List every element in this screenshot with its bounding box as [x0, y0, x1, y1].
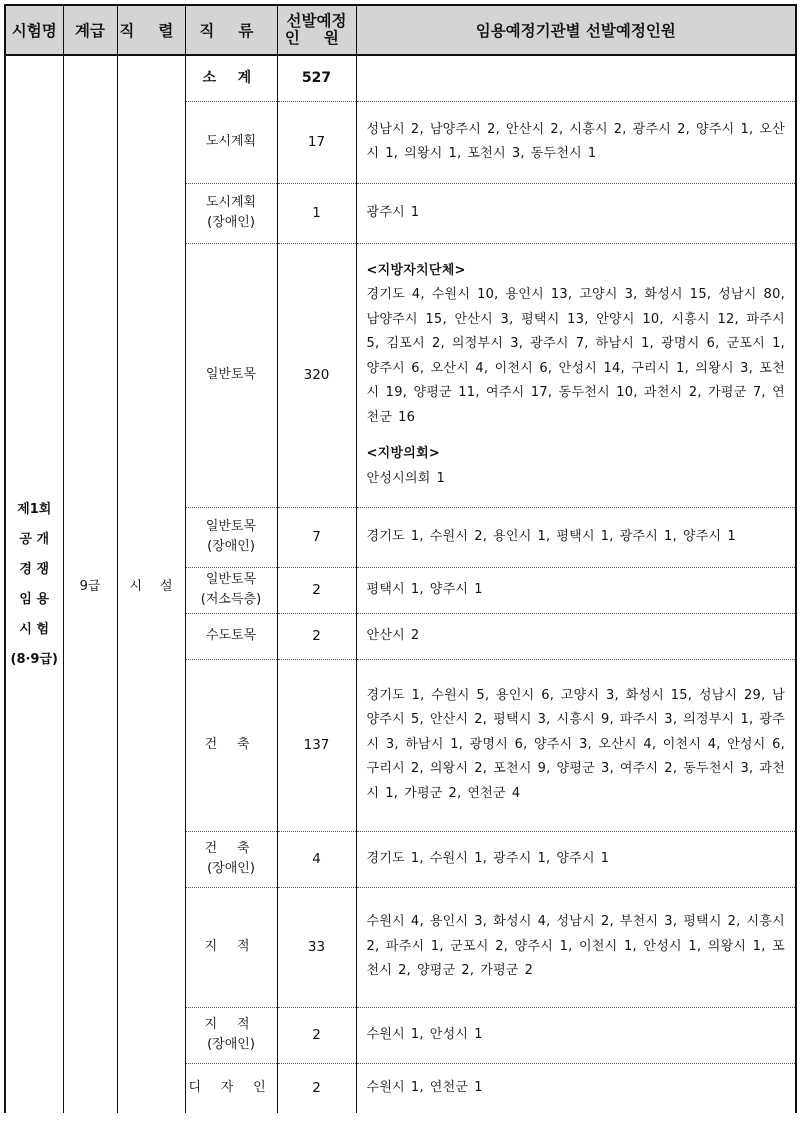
header-row	[5, 5, 796, 55]
institutions-text: 수원시 4, 용인시 3, 화성시 4, 성남시 2, 부천시 3, 평택시 2, 시흥시 2, 파주시 1, 군포시 2, 양주시 1, 이천시 1, 안성시 1, 의왕시 1, 포천시 2, 양평군 2, 가평군 2	[366, 914, 785, 979]
recruitment-table	[4, 4, 797, 1113]
planned-count-cell: 7	[277, 507, 356, 567]
institutions-text: 평택시 1, 양주시 1	[366, 581, 483, 597]
job-type-name: 일반토목	[205, 519, 257, 534]
planned-count-cell: 2	[277, 567, 356, 613]
series-char-2: 설	[159, 579, 173, 594]
institutions-cell	[356, 567, 796, 613]
job-type-cell	[185, 659, 277, 831]
job-type-note: (저소득층)	[200, 592, 262, 607]
job-type-name: 지 적	[204, 939, 258, 954]
institutions-text: 경기도 1, 수원시 5, 용인시 6, 고양시 3, 화성시 15, 성남시 29, 남양주시 5, 안산시 2, 평택시 3, 시흥시 9, 파주시 3, 의정부시 1, 광주시 3, 하남시 1, 광명시 6, 양주시 3, 오산시 4, 이천시 4, 안성시 6, 구리시 2, 의왕시 2, 포천시 9, 양평군 3, 여주시 2, 동두천시 3, 과천시 1, 가평군 2, 연천군 4	[366, 687, 785, 801]
planned-count-cell: 2	[277, 613, 356, 659]
institutions-cell	[356, 613, 796, 659]
section-gap	[367, 430, 786, 442]
job-type-name: 도시계획	[205, 195, 257, 210]
job-type-note: (장애인)	[207, 1037, 255, 1052]
header-institutions: 임용예정기관별 선발예정인원	[356, 5, 796, 55]
planned-count-cell: 2	[277, 1063, 356, 1113]
job-type-cell	[185, 831, 277, 887]
header-series: 직 렬	[117, 5, 185, 55]
job-type-note: (장애인)	[207, 215, 255, 230]
institutions-cell	[356, 831, 796, 887]
institutions-text: 안산시 2	[366, 627, 420, 643]
job-type-name: 디 자 인	[188, 1080, 274, 1096]
institutions-cell	[356, 887, 796, 1007]
job-type-note: (장애인)	[207, 539, 255, 554]
header-count	[277, 5, 356, 55]
section-text: 경기도 4, 수원시 10, 용인시 13, 고양시 3, 화성시 15, 성남시 80, 남양주시 15, 안산시 3, 평택시 13, 안양시 10, 시흥시 12, 파주시 5, 김포시 2, 의정부시 3, 광주시 7, 하남시 1, 광명시 6, 군포시 1, 양주시 6, 오산시 4, 이천시 6, 안성시 14, 구리시 1, 의왕시 3, 포천시 19, 양평군 11, 여주시 17, 동두천시 10, 과천시 2, 가평군 7, 연천군 16	[366, 287, 785, 425]
exam-name-line: (8·9급)	[10, 651, 58, 667]
subtotal-label: 소 계	[185, 55, 277, 101]
institutions-text: 경기도 1, 수원시 1, 광주시 1, 양주시 1	[366, 850, 610, 866]
series-char-1: 시	[129, 579, 143, 594]
job-type-cell	[185, 243, 277, 507]
header-count-line2: 인 원	[284, 29, 349, 47]
job-type-cell	[185, 183, 277, 243]
subtotal-count: 527	[277, 55, 356, 101]
planned-count-cell: 4	[277, 831, 356, 887]
institutions-cell	[356, 659, 796, 831]
job-type-name: 수도토목	[205, 628, 257, 643]
job-type-cell	[185, 507, 277, 567]
institutions-text: 성남시 2, 남양주시 2, 안산시 2, 시흥시 2, 광주시 2, 양주시 1, 오산시 1, 의왕시 1, 포천시 3, 동두천시 1	[366, 121, 785, 161]
section-heading: <지방의회>	[366, 446, 441, 462]
series-cell	[117, 55, 185, 1113]
job-type-name: 일반토목	[205, 367, 257, 382]
job-type-name: 건 축	[204, 737, 258, 752]
planned-count-cell: 1	[277, 183, 356, 243]
exam-name-line: 시 험	[19, 621, 50, 637]
job-type-cell	[185, 567, 277, 613]
planned-count-cell: 33	[277, 887, 356, 1007]
job-type-cell	[185, 1063, 277, 1113]
header-count-line1: 선발예정	[286, 12, 347, 30]
planned-count-cell: 17	[277, 101, 356, 183]
subtotal-row	[5, 55, 796, 101]
institutions-cell	[356, 101, 796, 183]
job-type-name: 도시계획	[205, 134, 257, 149]
exam-name-cell	[5, 55, 63, 1113]
section-text: 안성시의회 1	[366, 470, 446, 486]
job-type-cell	[185, 101, 277, 183]
job-type-name: 건 축	[204, 841, 258, 856]
planned-count-cell: 2	[277, 1007, 356, 1063]
institutions-cell	[356, 243, 796, 507]
job-type-cell	[185, 613, 277, 659]
job-type-cell	[185, 1007, 277, 1063]
planned-count-cell: 320	[277, 243, 356, 507]
section-heading: <지방자치단체>	[366, 262, 466, 278]
header-grade: 계급	[63, 5, 117, 55]
institutions-text: 경기도 1, 수원시 2, 용인시 1, 평택시 1, 광주시 1, 양주시 1	[366, 528, 736, 544]
header-exam: 시험명	[5, 5, 63, 55]
institutions-text: 수원시 1, 연천군 1	[366, 1080, 483, 1095]
job-type-note: (장애인)	[207, 861, 255, 876]
institutions-cell	[356, 1063, 796, 1113]
subtotal-institutions	[356, 55, 796, 101]
job-type-name: 지 적	[204, 1017, 258, 1032]
exam-name-line: 공 개	[19, 531, 50, 547]
institutions-cell	[356, 183, 796, 243]
exam-name-line: 임 용	[19, 591, 50, 607]
grade-cell: 9급	[63, 55, 117, 1113]
job-type-cell	[185, 887, 277, 1007]
job-type-name: 일반토목	[205, 572, 257, 587]
institutions-text: 광주시 1	[366, 204, 420, 220]
institutions-cell	[356, 507, 796, 567]
header-job: 직 류	[185, 5, 277, 55]
planned-count-cell: 137	[277, 659, 356, 831]
exam-name-line: 경 쟁	[19, 561, 50, 577]
institutions-text: 수원시 1, 안성시 1	[366, 1026, 483, 1042]
institutions-cell	[356, 1007, 796, 1063]
exam-name-line: 제1회	[17, 501, 52, 517]
